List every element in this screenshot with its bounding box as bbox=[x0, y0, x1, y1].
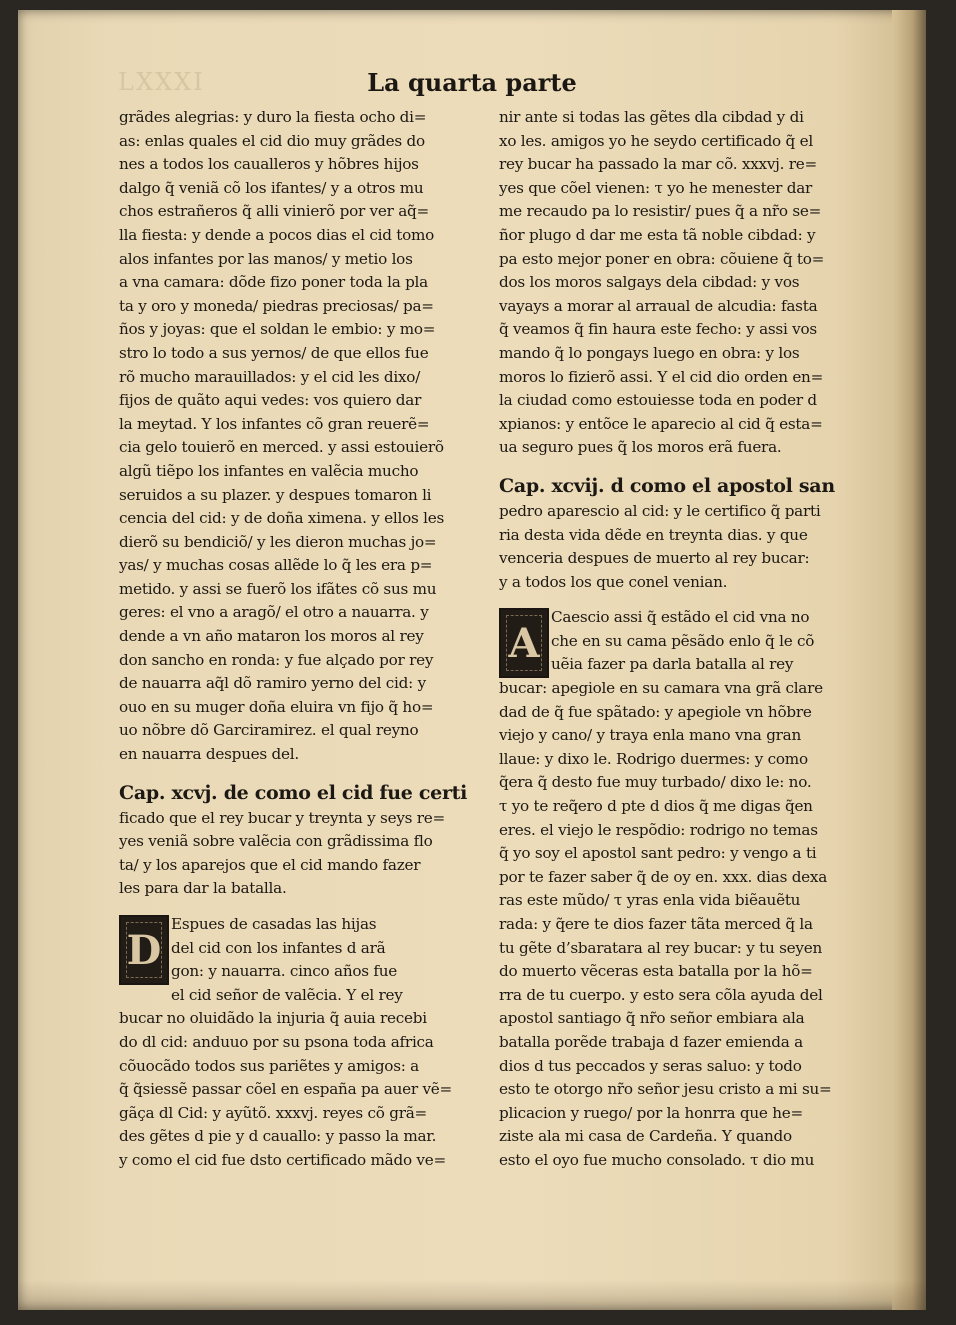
text-line: venceria despues de muerto al rey bucar: bbox=[499, 549, 810, 568]
text-line: rey bucar ha passado la mar cõ. xxxvj. re= bbox=[499, 155, 818, 174]
right-text-block bbox=[499, 106, 859, 460]
running-title: La quarta parte bbox=[367, 68, 577, 97]
text-line: bucar no oluidãdo la injuria q̃ auia recebi bbox=[119, 1009, 427, 1028]
text-line: q̃ q̃siessẽ passar cõel en españa pa auer vẽ= bbox=[119, 1080, 453, 1099]
text-line: τ yo te req̃ero d pte d dios q̃ me digas q̃en bbox=[499, 797, 813, 816]
initial-text-lines bbox=[499, 606, 859, 677]
text-line: y a todos los que conel venian. bbox=[499, 572, 728, 591]
text-line: che en su cama pẽsãdo enlo q̃ le cõ bbox=[551, 631, 815, 650]
text-line: mando q̃ lo pongays luego en obra: y los bbox=[499, 343, 800, 362]
text-line: dos los moros salgays dela cibdad: y vos bbox=[499, 273, 800, 292]
left-column bbox=[119, 106, 481, 1173]
text-line: cõuocãdo todos sus pariẽtes y amigos: a bbox=[119, 1056, 419, 1075]
text-line: moros lo fizierõ assi. Y el cid dio orden en= bbox=[499, 367, 824, 386]
text-line: dios d tus peccados y seras saluo: y todo bbox=[499, 1056, 802, 1075]
text-line: chos estrañeros q̃ alli vinierõ por ver aq̃= bbox=[119, 202, 429, 221]
left-body-text bbox=[119, 1007, 481, 1172]
text-line: pa esto mejor poner en obra: cõuiene q̃ to= bbox=[499, 249, 825, 268]
text-line: plicacion y ruego/ por la honrra que he= bbox=[499, 1103, 803, 1122]
text-line: seruidos a su plazer. y despues tomaron li bbox=[119, 485, 432, 504]
text-line: nes a todos los caualleros y hõbres hijos bbox=[119, 155, 419, 174]
text-line: yes veniã sobre valẽcia con grãdissima flo bbox=[119, 832, 433, 851]
page-gutter bbox=[892, 10, 926, 1310]
text-line: uẽia fazer pa darla batalla al rey bbox=[551, 655, 794, 674]
text-line: dalgo q̃ veniã cõ los ifantes/ y a otros mu bbox=[119, 178, 424, 197]
text-line: yas/ y muchas cosas allẽde lo q̃ les era p= bbox=[119, 556, 433, 575]
text-line: de nauarra aq̃l dõ ramiro yerno del cid: y bbox=[119, 674, 426, 693]
text-line: la ciudad como estouiesse toda en poder d bbox=[499, 391, 817, 410]
text-line: ouo en su muger doña eluira vn fijo q̃ ho= bbox=[119, 697, 434, 716]
text-line: ria desta vida dẽde en treynta dias. y que bbox=[499, 525, 808, 544]
text-line: geres: el vno a aragõ/ el otro a nauarra. y bbox=[119, 603, 429, 622]
right-column bbox=[499, 106, 859, 1173]
text-line: q̃ veamos q̃ fin haura este fecho: y assi vos bbox=[499, 320, 817, 339]
text-line: ua seguro pues q̃ los moros erã fuera. bbox=[499, 438, 782, 457]
text-line: en nauarra despues del. bbox=[119, 745, 299, 764]
text-line: stro lo todo a sus yernos/ de que ellos fue bbox=[119, 343, 429, 362]
text-line: llaue: y dixo le. Rodrigo duermes: y como bbox=[499, 749, 808, 768]
text-line: tu gẽte d’sbaratara al rey bucar: y tu seyen bbox=[499, 938, 822, 957]
chapter-heading-xcvij: Cap. xcvij. d como el apostol san bbox=[499, 474, 835, 497]
text-line: cencia del cid: y de doña ximena. y ellos les bbox=[119, 509, 444, 528]
chapter-summary-xcvij bbox=[499, 500, 859, 594]
text-line: fijos de quãto aqui vedes: vos quiero dar bbox=[119, 391, 422, 410]
text-line: grãdes alegrias: y duro la fiesta ocho di= bbox=[119, 108, 427, 126]
text-line: rra de tu cuerpo. y esto sera cõla ayuda del bbox=[499, 985, 823, 1004]
text-line: nir ante si todas las gẽtes dla cibdad y di bbox=[499, 108, 804, 126]
text-line: cia gelo touierõ en merced. y assi estouierõ bbox=[119, 438, 444, 457]
initial-block-right bbox=[499, 606, 859, 677]
text-line: dende a vn año mataron los moros al rey bbox=[119, 627, 424, 646]
left-text-block bbox=[119, 106, 481, 767]
folio-bleed-through: LXXXI bbox=[118, 68, 205, 96]
text-line: del cid con los infantes d arã bbox=[171, 938, 386, 957]
text-line: a vna camara: dõde fizo poner toda la pla bbox=[119, 273, 428, 292]
text-line: ta/ y los aparejos que el cid mando fazer bbox=[119, 855, 421, 874]
text-line: la meytad. Y los infantes cõ gran reuerẽ= bbox=[119, 414, 430, 433]
text-line: yes que cõel vienen: τ yo he menester dar bbox=[499, 178, 813, 197]
text-line: xo les. amigos yo he seydo certificado q̃ el bbox=[499, 131, 813, 150]
text-line: do muerto vẽceras esta batalla por la hõ= bbox=[499, 962, 813, 981]
text-line: esto el oyo fue mucho consolado. τ dio mu bbox=[499, 1150, 815, 1169]
text-line: gon: y nauarra. cinco años fue bbox=[171, 962, 398, 981]
text-line: viejo y cano/ y traya enla mano vna gran bbox=[499, 726, 802, 745]
text-line: rõ mucho marauillados: y el cid les dixo/ bbox=[119, 367, 421, 386]
text-line: dad de q̃ fue spãtado: y apegiole vn hõbre bbox=[499, 702, 812, 721]
initial-text-lines bbox=[119, 913, 481, 1007]
text-line: Espues de casadas las hijas bbox=[171, 915, 377, 933]
text-line: pedro aparescio al cid: y le certifico q̃ parti bbox=[499, 501, 821, 520]
initial-block-left bbox=[119, 913, 481, 1007]
text-line: esto te otorgo nr̃o señor jesu cristo a mi su= bbox=[499, 1080, 832, 1099]
text-line: q̃era q̃ desto fue muy turbado/ dixo le: no. bbox=[499, 773, 812, 792]
text-line: lla fiesta: y dende a pocos dias el cid tomo bbox=[119, 225, 435, 244]
book-page bbox=[18, 10, 926, 1310]
chapter-heading-xcvj: Cap. xcvj. de como el cid fue certi bbox=[119, 781, 468, 804]
text-line: des gẽtes d pie y d cauallo: y passo la mar. bbox=[119, 1127, 437, 1146]
text-line: por te fazer saber q̃ de oy en. xxx. dias dexa bbox=[499, 867, 828, 886]
text-line: ziste ala mi casa de Cardeña. Y quando bbox=[499, 1127, 792, 1146]
text-line: ras este mũdo/ τ yras enla vida biẽauẽtu bbox=[499, 891, 801, 910]
text-line: uo nõbre dõ Garciramirez. el qual reyno bbox=[119, 721, 419, 740]
page-shadow bbox=[18, 1280, 926, 1310]
text-line: y como el cid fue dsto certificado mãdo ve= bbox=[119, 1150, 446, 1169]
text-line: rada: y q̃ere te dios fazer tãta merced q̃ la bbox=[499, 915, 813, 933]
text-line: ta y oro y moneda/ piedras preciosas/ pa= bbox=[119, 296, 434, 315]
text-line: me recaudo pa lo resistir/ pues q̃ a nr̃o se= bbox=[499, 202, 822, 221]
text-line: bucar: apegiole en su camara vna grã clare bbox=[499, 679, 823, 698]
text-line: vayays a morar al arraual de alcudia: fasta bbox=[499, 296, 818, 315]
text-line: don sancho en ronda: y fue alçado por rey bbox=[119, 650, 434, 669]
text-line: do dl cid: anduuo por su psona toda africa bbox=[119, 1032, 434, 1051]
text-line: batalla porẽde trabaja d fazer emienda a bbox=[499, 1032, 803, 1051]
text-line: Caescio assi q̃ estãdo el cid vna no bbox=[551, 608, 810, 627]
text-line: les para dar la batalla. bbox=[119, 879, 287, 898]
chapter-summary-xcvj bbox=[119, 807, 481, 901]
text-line: ños y joyas: que el soldan le embio: y mo= bbox=[119, 320, 436, 339]
text-line: ñor plugo d dar me esta tã noble cibdad: y bbox=[499, 225, 816, 244]
text-line: eres. el viejo le respõdio: rodrigo no temas bbox=[499, 820, 818, 839]
text-line: algũ tiẽpo los infantes en valẽcia mucho bbox=[119, 461, 419, 480]
text-line: alos infantes por las manos/ y metio los bbox=[119, 249, 413, 268]
text-line: as: enlas quales el cid dio muy grãdes do bbox=[119, 131, 425, 150]
right-body-text bbox=[499, 677, 859, 1172]
text-line: apostol santiago q̃ nr̃o señor embiara ala bbox=[499, 1009, 805, 1028]
decorated-initial-a: A bbox=[499, 608, 549, 678]
text-line: dierõ su bendiciõ/ y les dieron muchas jo= bbox=[119, 532, 437, 551]
text-line: metido. y assi se fuerõ los ifãtes cõ sus mu bbox=[119, 579, 437, 598]
text-line: gãça dl Cid: y ayũtõ. xxxvj. reyes cõ grã= bbox=[119, 1103, 427, 1122]
text-line: q̃ yo soy el apostol sant pedro: y vengo a ti bbox=[499, 844, 817, 863]
decorated-initial-d: D bbox=[119, 915, 169, 985]
text-line: ficado que el rey bucar y treynta y seys re= bbox=[119, 808, 446, 827]
text-line: el cid señor de valẽcia. Y el rey bbox=[171, 985, 403, 1004]
text-line: xpianos: y entõce le aparecio al cid q̃ esta= bbox=[499, 414, 823, 433]
